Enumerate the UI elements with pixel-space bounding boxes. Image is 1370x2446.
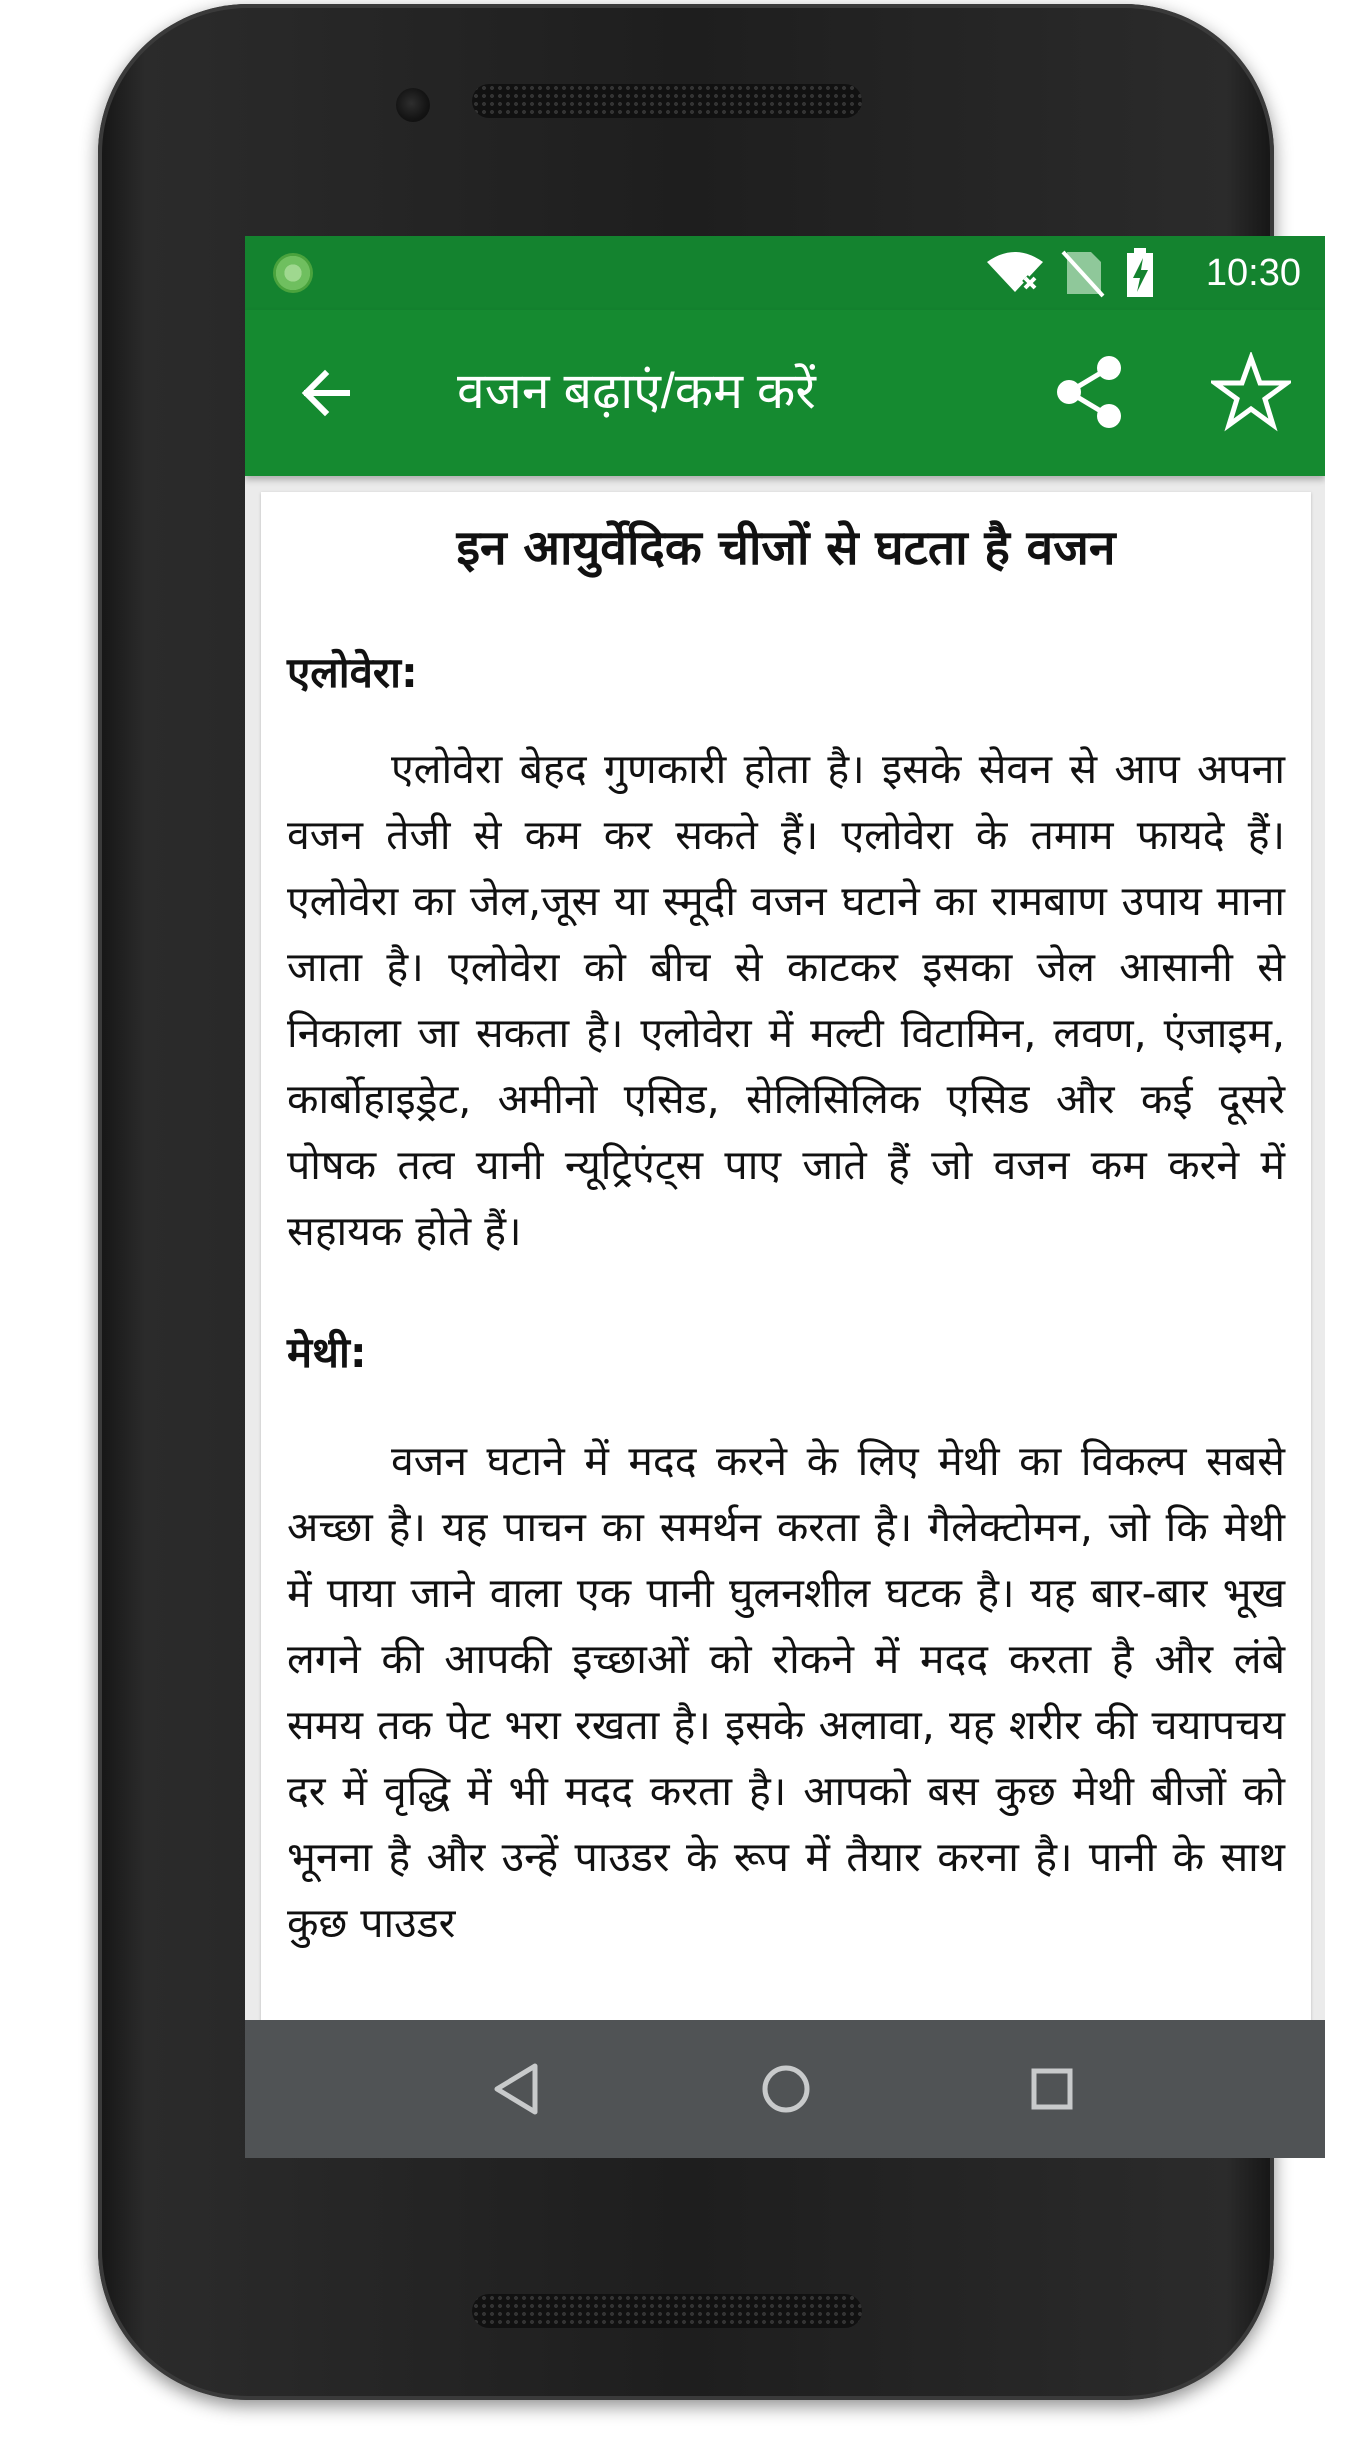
front-camera [396, 88, 430, 122]
back-arrow-icon[interactable] [295, 362, 357, 424]
article-card [261, 492, 1311, 2158]
wifi-icon [985, 248, 1045, 298]
bottom-speaker [472, 2294, 862, 2328]
top-speaker [472, 84, 862, 118]
section-body-methi: वजन घटाने में मदद करने के लिए मेथी का विकल्प सबसे अच्छा है। यह पाचन का समर्थन करता है। गैलेक्टोमन, जो कि मेथी में पाया जाने वाला एक पानी घुलनशील घटक है। यह बार-बार भूख लगने की आपकी इच्छाओं को रोकने में मदद करता है और लंबे समय तक पेट भरा रखता है। इसके अलावा, यह शरीर की चयापचय दर में वृद्धि में भी मदद करता है। आपको बस कुछ मेथी बीजों को भूनना है और उन्हें पाउडर के रूप में तैयार करना है। पानी के साथ कुछ पाउडर [287, 1437, 1285, 1947]
battery-charging-icon [1125, 248, 1155, 298]
page-title: वजन बढ़ाएं/कम करें [457, 363, 816, 419]
recents-square-icon[interactable] [1017, 2054, 1087, 2124]
section-heading-aloevera: एलोवेरा: [287, 648, 418, 697]
section-heading-methi: मेथी: [287, 1328, 367, 1377]
no-sim-icon [1061, 248, 1105, 298]
phone-frame [98, 4, 1301, 2400]
screen [245, 236, 1325, 2158]
status-bar [245, 236, 1325, 310]
section-body-aloevera: एलोवेरा बेहद गुणकारी होता है। इसके सेवन से आप अपना वजन तेजी से कम कर सकते हैं। एलोवेरा के तमाम फायदे हैं। एलोवेरा का जेल,जूस या स्मूदी वजन घटाने का रामबाण उपाय माना जाता है। एलोवेरा को बीच से काटकर इसका जेल आसानी से निकाला जा सकता है। एलोवेरा में मल्टी विटामिन, लवण, एंजाइम, कार्बोहाइड्रेट, अमीनो एसिड, सेलिसिलिक एसिड और कई दूसरे पोषक तत्व यानी न्यूट्रिएंट्स पाए जाते हैं जो वजन कम करने में सहायक होते हैं। [287, 745, 1285, 1255]
app-notification-icon [273, 253, 313, 293]
article-title: इन आयुर्वेदिक चीजों से घटता है वजन [456, 520, 1116, 576]
navigation-bar [245, 2020, 1325, 2158]
star-icon[interactable] [1211, 352, 1291, 432]
share-icon[interactable] [1049, 352, 1129, 432]
back-triangle-icon[interactable] [483, 2054, 553, 2124]
status-clock: 10:30 [1205, 252, 1301, 294]
app-bar [245, 310, 1325, 476]
home-circle-icon[interactable] [751, 2054, 821, 2124]
